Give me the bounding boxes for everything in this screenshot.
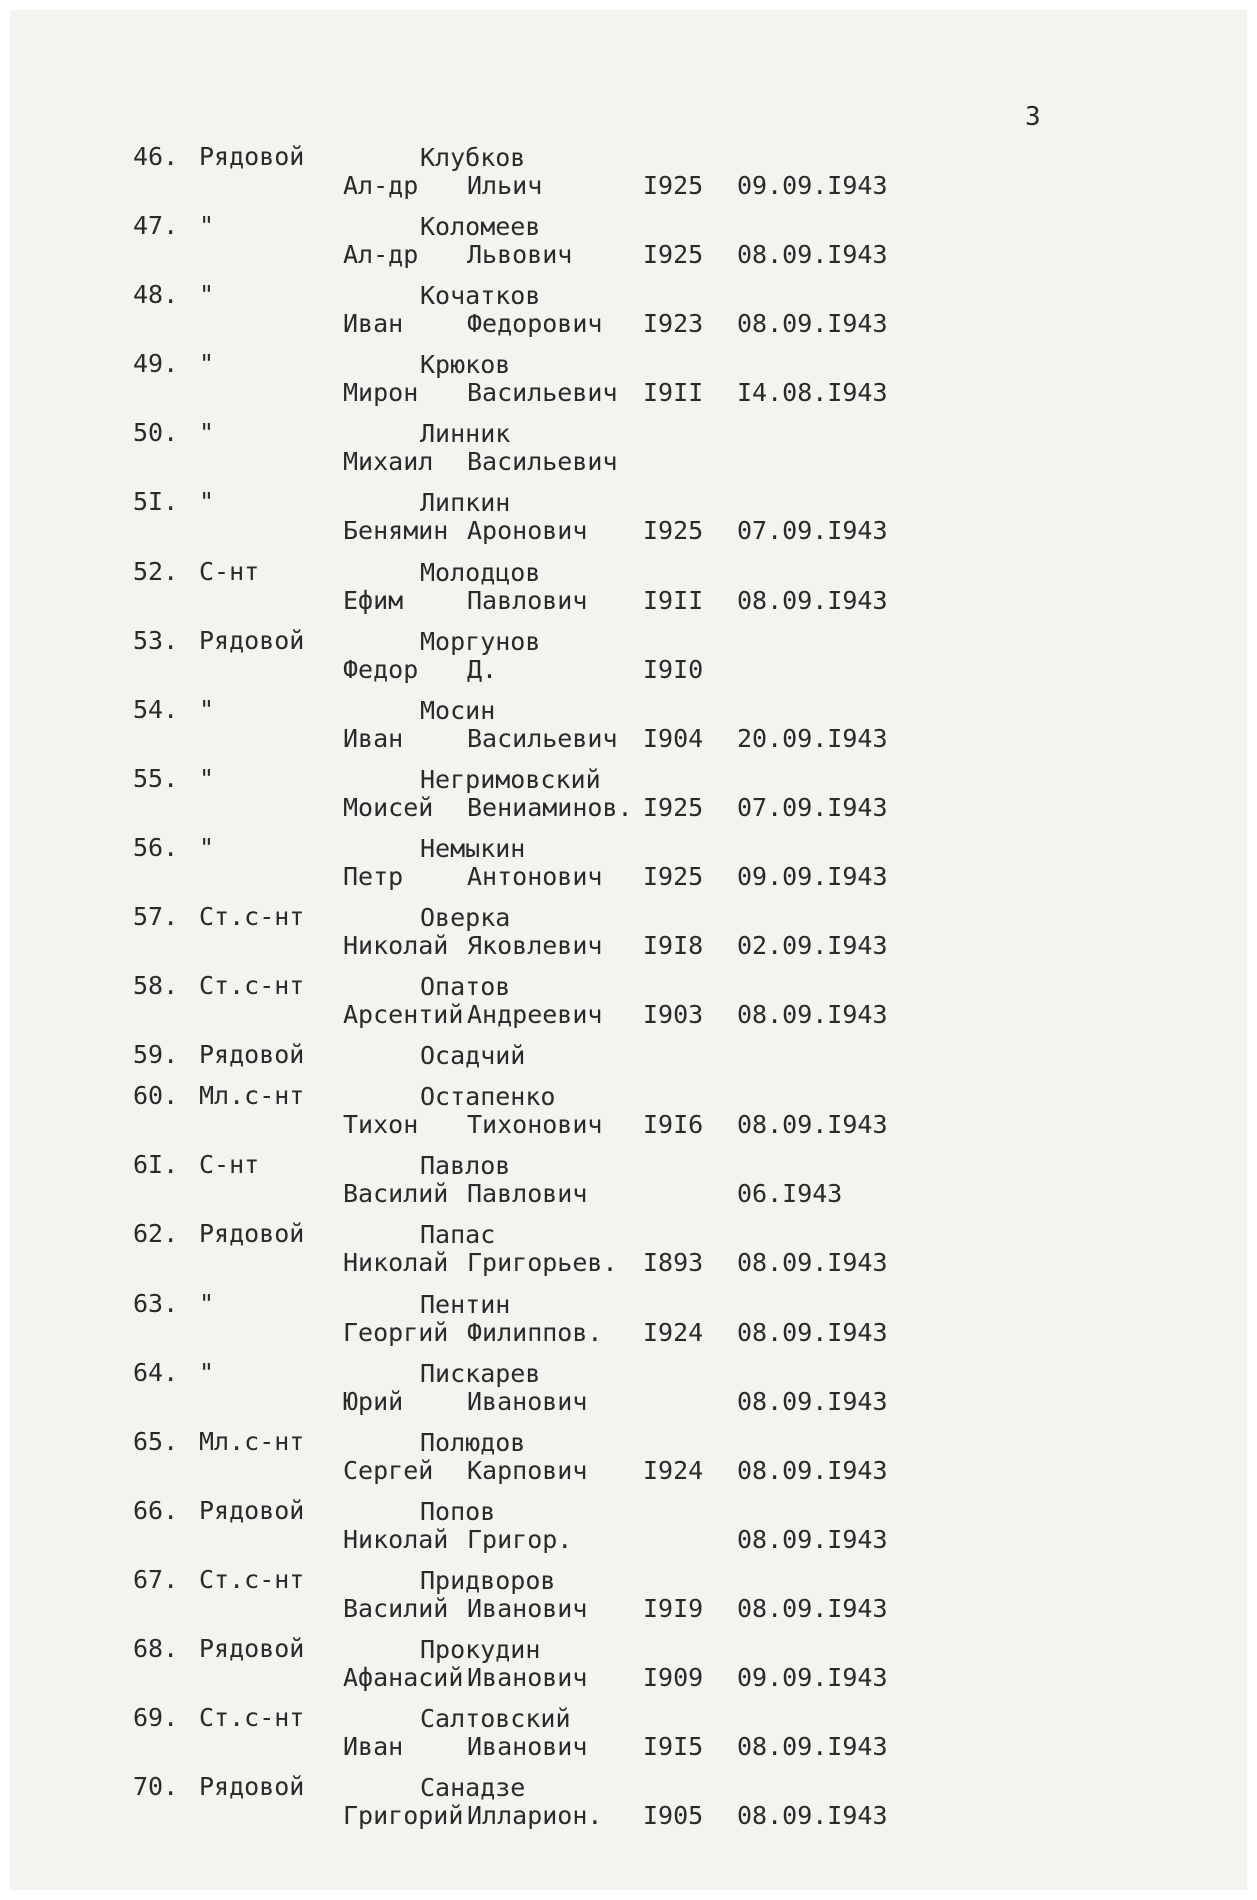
- entry-surname: Полюдов: [420, 1427, 526, 1457]
- entry-birth-year: I9I0: [643, 654, 704, 684]
- roster-entry: [133, 1565, 913, 1634]
- entry-date: 09.09.I943: [737, 171, 888, 200]
- entry-birth-year: I909: [643, 1662, 704, 1692]
- entry-date: 08.09.I943: [737, 1110, 888, 1140]
- entry-patronymic: Васильевич: [467, 447, 618, 477]
- roster-list: [133, 142, 913, 1841]
- entry-number: 53.: [133, 625, 179, 655]
- entry-rank: Рядовой: [199, 1495, 305, 1525]
- entry-rank: Рядовой: [199, 1219, 305, 1249]
- entry-surname: Липкин: [420, 488, 511, 518]
- entry-rank: Рядовой: [199, 1633, 305, 1663]
- entry-first-name: Иван: [343, 1732, 404, 1762]
- entry-patronymic: Васильевич: [467, 378, 618, 408]
- entry-rank: ": [199, 832, 215, 862]
- roster-entry: [133, 695, 913, 764]
- entry-rank: Рядовой: [199, 142, 305, 171]
- entry-birth-year: I925: [643, 516, 704, 546]
- entry-number: 50.: [133, 418, 179, 448]
- entry-birth-year: I905: [643, 1801, 704, 1831]
- entry-patronymic: Вениаминов.: [467, 792, 633, 822]
- entry-rank: ": [199, 1288, 215, 1318]
- entry-patronymic: Илларион.: [467, 1801, 603, 1831]
- entry-birth-year: I925: [643, 861, 704, 891]
- entry-birth-year: I923: [643, 309, 704, 339]
- entry-birth-year: I925: [643, 171, 704, 200]
- entry-date: 08.09.I943: [737, 1455, 888, 1485]
- entry-birth-year: I9II: [643, 585, 704, 615]
- entry-rank: Мл.с-нт: [199, 1081, 305, 1111]
- entry-surname: Немыкин: [420, 833, 526, 863]
- entry-patronymic: Иванович: [467, 1386, 588, 1416]
- entry-rank: ": [199, 694, 215, 724]
- entry-first-name: Моисей: [343, 792, 434, 822]
- entry-first-name: Ефим: [343, 585, 404, 615]
- entry-number: 5I.: [133, 487, 179, 517]
- entry-date: 08.09.I943: [737, 1248, 888, 1278]
- roster-entry: [133, 1289, 913, 1358]
- roster-entry: [133, 1219, 913, 1288]
- entry-first-name: Василий: [343, 1593, 449, 1623]
- entry-first-name: Сергей: [343, 1455, 434, 1485]
- entry-patronymic: Павлович: [467, 1179, 588, 1209]
- entry-number: 49.: [133, 349, 179, 379]
- entry-surname: Папас: [420, 1220, 496, 1250]
- entry-birth-year: I903: [643, 1000, 704, 1030]
- entry-patronymic: Федорович: [467, 309, 603, 339]
- entry-first-name: Михаил: [343, 447, 434, 477]
- entry-rank: ": [199, 487, 215, 517]
- entry-number: 60.: [133, 1081, 179, 1111]
- entry-patronymic: Тихонович: [467, 1110, 603, 1140]
- entry-patronymic: Яковлевич: [467, 931, 603, 961]
- entry-rank: Мл.с-нт: [199, 1426, 305, 1456]
- entry-number: 6I.: [133, 1150, 179, 1180]
- roster-entry: [133, 833, 913, 902]
- entry-rank: С-нт: [199, 556, 260, 586]
- entry-first-name: Арсентий: [343, 1000, 464, 1030]
- roster-entry: [133, 349, 913, 418]
- entry-birth-year: I9I9: [643, 1593, 704, 1623]
- entry-date: 08.09.I943: [737, 1801, 888, 1831]
- roster-entry: [133, 1634, 913, 1703]
- entry-number: 57.: [133, 902, 179, 932]
- entry-birth-year: I925: [643, 240, 704, 270]
- entry-surname: Опатов: [420, 972, 511, 1002]
- entry-patronymic: Львович: [467, 240, 573, 270]
- entry-patronymic: Андреевич: [467, 1000, 603, 1030]
- entry-surname: Попов: [420, 1496, 496, 1526]
- entry-surname: Санадзе: [420, 1773, 526, 1803]
- entry-number: 47.: [133, 211, 179, 241]
- entry-number: 56.: [133, 832, 179, 862]
- entry-number: 52.: [133, 556, 179, 586]
- entry-first-name: Николай: [343, 1524, 449, 1554]
- entry-patronymic: Филиппов.: [467, 1317, 603, 1347]
- entry-surname: Кочатков: [420, 281, 541, 311]
- entry-first-name: Николай: [343, 931, 449, 961]
- entry-number: 54.: [133, 694, 179, 724]
- entry-surname: Коломеев: [420, 212, 541, 242]
- entry-surname: Клубков: [420, 143, 526, 172]
- entry-date: 08.09.I943: [737, 1317, 888, 1347]
- entry-first-name: Ал-др: [343, 171, 419, 200]
- entry-number: 69.: [133, 1703, 179, 1733]
- roster-entry: [133, 626, 913, 695]
- entry-number: 48.: [133, 280, 179, 310]
- entry-surname: Павлов: [420, 1151, 511, 1181]
- entry-first-name: Иван: [343, 723, 404, 753]
- entry-rank: ": [199, 418, 215, 448]
- entry-date: 08.09.I943: [737, 309, 888, 339]
- entry-patronymic: Григор.: [467, 1524, 573, 1554]
- entry-patronymic: Павлович: [467, 585, 588, 615]
- entry-first-name: Тихон: [343, 1110, 419, 1140]
- entry-first-name: Афанасий: [343, 1662, 464, 1692]
- entry-date: 08.09.I943: [737, 1732, 888, 1762]
- entry-number: 68.: [133, 1633, 179, 1663]
- entry-surname: Линник: [420, 419, 511, 449]
- entry-rank: Ст.с-нт: [199, 971, 305, 1001]
- entry-birth-year: I893: [643, 1248, 704, 1278]
- roster-entry: [133, 1150, 913, 1219]
- entry-surname: Крюков: [420, 350, 511, 380]
- entry-rank: ": [199, 349, 215, 379]
- entry-date: 06.I943: [737, 1179, 843, 1209]
- entry-patronymic: Антонович: [467, 861, 603, 891]
- entry-rank: Рядовой: [199, 625, 305, 655]
- entry-surname: Остапенко: [420, 1082, 556, 1112]
- entry-rank: ": [199, 211, 215, 241]
- entry-first-name: Григорий: [343, 1801, 464, 1831]
- entry-date: 08.09.I943: [737, 1524, 888, 1554]
- roster-entry: [133, 1772, 913, 1841]
- entry-first-name: Петр: [343, 861, 404, 891]
- entry-date: 20.09.I943: [737, 723, 888, 753]
- entry-birth-year: I9I6: [643, 1110, 704, 1140]
- entry-date: 08.09.I943: [737, 240, 888, 270]
- roster-entry: [133, 902, 913, 971]
- entry-number: 62.: [133, 1219, 179, 1249]
- entry-patronymic: Ильич: [467, 171, 543, 200]
- entry-surname: Салтовский: [420, 1704, 571, 1734]
- roster-entry: [133, 142, 913, 211]
- entry-rank: ": [199, 763, 215, 793]
- entry-birth-year: I924: [643, 1317, 704, 1347]
- roster-entry: [133, 418, 913, 487]
- entry-number: 64.: [133, 1357, 179, 1387]
- roster-entry: [133, 1040, 913, 1081]
- entry-surname: Оверка: [420, 903, 511, 933]
- entry-first-name: Федор: [343, 654, 419, 684]
- entry-number: 70.: [133, 1772, 179, 1802]
- entry-surname: Осадчий: [420, 1041, 526, 1071]
- entry-date: 07.09.I943: [737, 792, 888, 822]
- entry-first-name: Бенямин: [343, 516, 449, 546]
- entry-surname: Мосин: [420, 695, 496, 725]
- roster-entry: [133, 1427, 913, 1496]
- entry-surname: Молодцов: [420, 557, 541, 587]
- entry-patronymic: Васильевич: [467, 723, 618, 753]
- entry-surname: Прокудин: [420, 1634, 541, 1664]
- roster-entry: [133, 1081, 913, 1150]
- entry-number: 55.: [133, 763, 179, 793]
- roster-entry: [133, 280, 913, 349]
- roster-entry: [133, 1703, 913, 1772]
- entry-surname: Моргунов: [420, 626, 541, 656]
- entry-date: 08.09.I943: [737, 585, 888, 615]
- entry-birth-year: I9I8: [643, 931, 704, 961]
- entry-date: 08.09.I943: [737, 1386, 888, 1416]
- entry-patronymic: Григорьев.: [467, 1248, 618, 1278]
- entry-rank: ": [199, 280, 215, 310]
- roster-entry: [133, 1358, 913, 1427]
- roster-entry: [133, 557, 913, 626]
- entry-date: 09.09.I943: [737, 861, 888, 891]
- roster-entry: [133, 487, 913, 556]
- entry-first-name: Юрий: [343, 1386, 404, 1416]
- roster-entry: [133, 1496, 913, 1565]
- entry-surname: Пискарев: [420, 1358, 541, 1388]
- entry-number: 67.: [133, 1564, 179, 1594]
- entry-patronymic: Иванович: [467, 1662, 588, 1692]
- entry-patronymic: Аронович: [467, 516, 588, 546]
- entry-date: 02.09.I943: [737, 931, 888, 961]
- entry-first-name: Ал-др: [343, 240, 419, 270]
- entry-rank: ": [199, 1357, 215, 1387]
- entry-rank: Ст.с-нт: [199, 1703, 305, 1733]
- entry-patronymic: Д.: [467, 654, 498, 684]
- entry-number: 66.: [133, 1495, 179, 1525]
- entry-birth-year: I9II: [643, 378, 704, 408]
- entry-birth-year: I925: [643, 792, 704, 822]
- entry-first-name: Иван: [343, 309, 404, 339]
- entry-birth-year: I904: [643, 723, 704, 753]
- entry-birth-year: I9I5: [643, 1732, 704, 1762]
- entry-first-name: Василий: [343, 1179, 449, 1209]
- entry-first-name: Георгий: [343, 1317, 449, 1347]
- entry-first-name: Мирон: [343, 378, 419, 408]
- entry-number: 65.: [133, 1426, 179, 1456]
- entry-rank: Ст.с-нт: [199, 1564, 305, 1594]
- entry-patronymic: Иванович: [467, 1732, 588, 1762]
- entry-patronymic: Иванович: [467, 1593, 588, 1623]
- entry-rank: Ст.с-нт: [199, 902, 305, 932]
- entry-surname: Негримовский: [420, 764, 601, 794]
- entry-date: 08.09.I943: [737, 1000, 888, 1030]
- roster-entry: [133, 971, 913, 1040]
- page-number: 3: [1025, 102, 1041, 132]
- roster-entry: [133, 211, 913, 280]
- entry-rank: С-нт: [199, 1150, 260, 1180]
- entry-number: 46.: [133, 142, 179, 171]
- entry-surname: Пентин: [420, 1289, 511, 1319]
- entry-rank: Рядовой: [199, 1040, 305, 1070]
- entry-date: 08.09.I943: [737, 1593, 888, 1623]
- entry-number: 59.: [133, 1040, 179, 1070]
- entry-first-name: Николай: [343, 1248, 449, 1278]
- entry-rank: Рядовой: [199, 1772, 305, 1802]
- entry-surname: Придворов: [420, 1565, 556, 1595]
- entry-patronymic: Карпович: [467, 1455, 588, 1485]
- entry-number: 63.: [133, 1288, 179, 1318]
- entry-birth-year: I924: [643, 1455, 704, 1485]
- entry-date: 09.09.I943: [737, 1662, 888, 1692]
- entry-date: 07.09.I943: [737, 516, 888, 546]
- entry-date: I4.08.I943: [737, 378, 888, 408]
- roster-entry: [133, 764, 913, 833]
- entry-number: 58.: [133, 971, 179, 1001]
